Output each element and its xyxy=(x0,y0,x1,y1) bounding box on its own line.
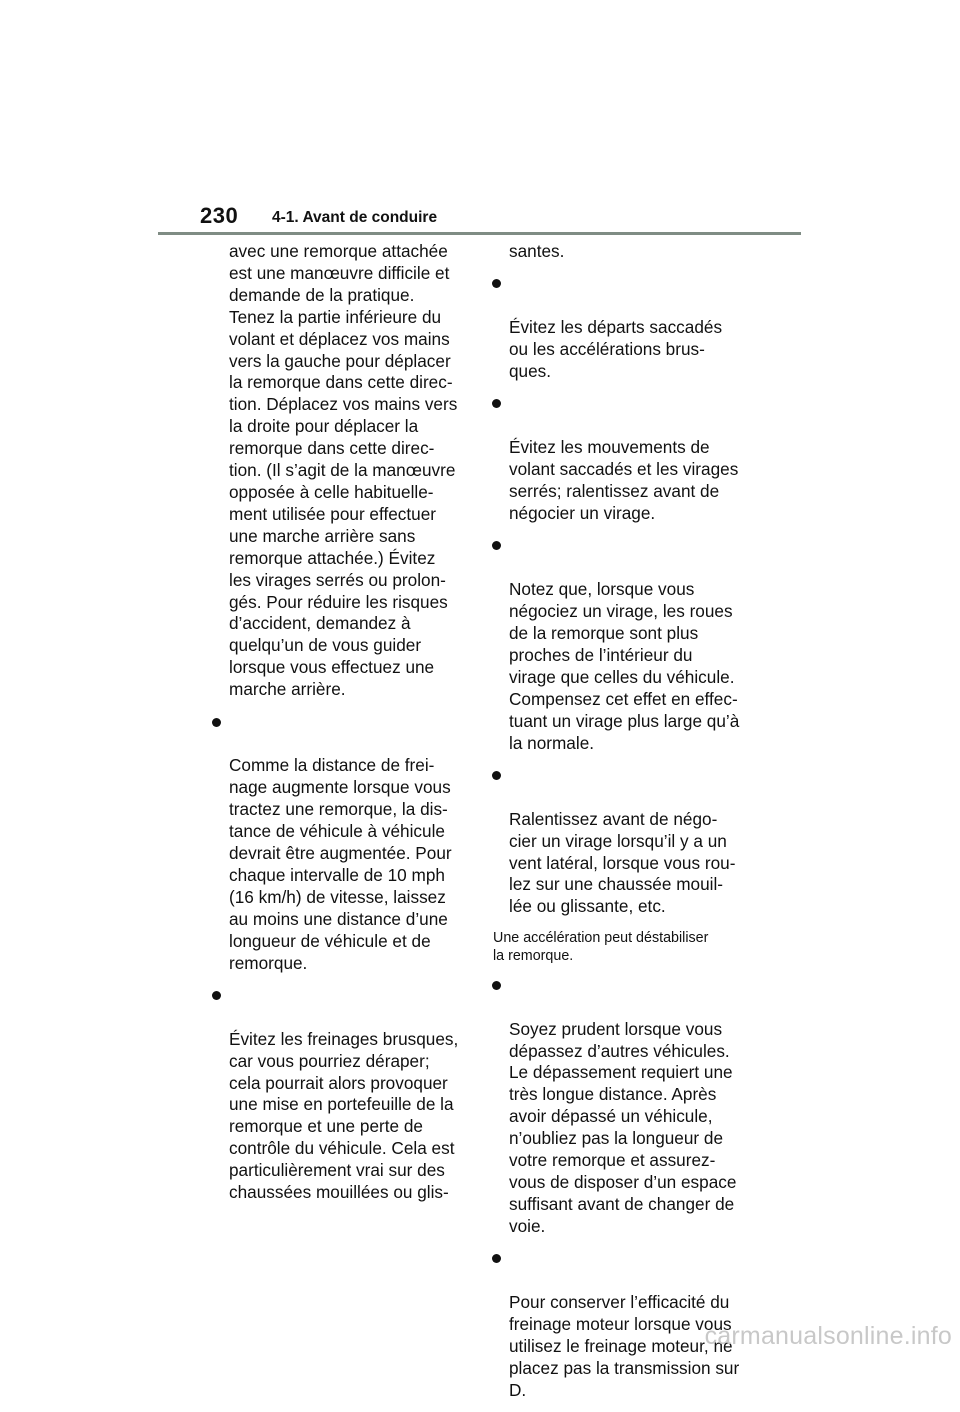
continued-paragraph: avec une remorque attachée est une manœuvre difficile et demande de la pratique. Tenez la partie inférieure du volant et déplacez vos mains vers la gauche pour déplacer la remorque dans cette direc- tion. Déplacez vos mains vers la droite pour déplacer la remorque dans cette direc- tion. (Il s’agit de la manœuvre opposée à celle habituelle- ment utilisée pour effectuer une marche arrière sans remorque attachée.) Évitez les virages serrés ou prolon- gés. Pour réduire les risques d’accident, demandez à quelqu’un de vous guider lorsque vous effectuez une marche arrière. xyxy=(229,241,458,700)
bullet-icon xyxy=(492,541,501,550)
spacer xyxy=(492,263,752,274)
section-title: 4-1. Avant de conduire xyxy=(272,209,438,226)
spacer xyxy=(212,701,464,712)
bullet-icon xyxy=(212,991,221,1000)
bullet-icon xyxy=(492,771,501,780)
bullet-icon xyxy=(492,1254,501,1263)
list-item-text: Évitez les départs saccadés ou les accélérations brus- ques. xyxy=(509,317,723,382)
list-item-text: Évitez les freinages brusques, car vous pourriez déraper; cela pourrait alors provoquer une mise en portefeuille de la remorque et une perte de contrôle du véhicule. Cela est particulièrement vrai sur des chaussées mouillées ou glis- xyxy=(229,1028,459,1203)
list-item xyxy=(492,765,752,918)
bullet-icon xyxy=(492,981,501,990)
list-item-text: Soyez prudent lorsque vous dépassez d’autres véhicules. Le dépassement requiert une très longue distance. Après avoir dépassé un véhicule, n’oubliez pas la longueur de votre remorque et assurez- vous de disposer d’un espace suffisant avant de changer de voie. xyxy=(509,1018,737,1236)
list-item xyxy=(492,535,752,754)
list-item xyxy=(492,975,752,1238)
bullet-icon xyxy=(212,718,221,727)
bullet-icon xyxy=(492,279,501,288)
page-header xyxy=(200,203,800,233)
list-item-text: Comme la distance de frei- nage augmente lorsque vous tractez une remorque, la dis- tance de véhicule à véhicule devrait être augmentée. Pour chaque intervalle de 10 mph (16 km/h) de vitesse, laissez au moins une distance d’une longueur de véhicule et de remorque. xyxy=(229,755,452,973)
right-column xyxy=(492,241,752,1412)
list-item-text: Pour conserver l’efficacité du freinage moteur lorsque vous utilisez le freinage moteur, ne placez pas la transmission sur D. xyxy=(509,1291,740,1400)
bullet-icon xyxy=(492,399,501,408)
continued-paragraph: santes. xyxy=(509,241,565,261)
list-item xyxy=(492,393,752,524)
watermark: carmanualsonline.info xyxy=(704,1322,952,1350)
note-text: Une accélération peut déstabiliser la remorque. xyxy=(493,929,709,965)
list-item-text: Évitez les mouvements de volant saccadés et les virages serrés; ralentissez avant de négocier un virage. xyxy=(509,437,739,523)
list-item-text: Notez que, lorsque vous négociez un virage, les roues de la remorque sont plus proches de l’intérieur du virage que celles du véhicule. Compensez cet effet en effec- tuant un virage plus large qu’à la normale. xyxy=(509,579,740,753)
list-item xyxy=(212,712,464,975)
left-column xyxy=(212,241,464,1214)
list-item-text: Ralentissez avant de négo- cier un virage lorsqu’il y a un vent latéral, lorsque vous rou- lez sur une chaussée mouil- lée ou glissante, etc. xyxy=(509,808,736,917)
header-divider xyxy=(158,232,801,235)
page-number: 230 xyxy=(200,203,239,228)
list-item xyxy=(212,985,464,1204)
list-item xyxy=(492,273,752,383)
